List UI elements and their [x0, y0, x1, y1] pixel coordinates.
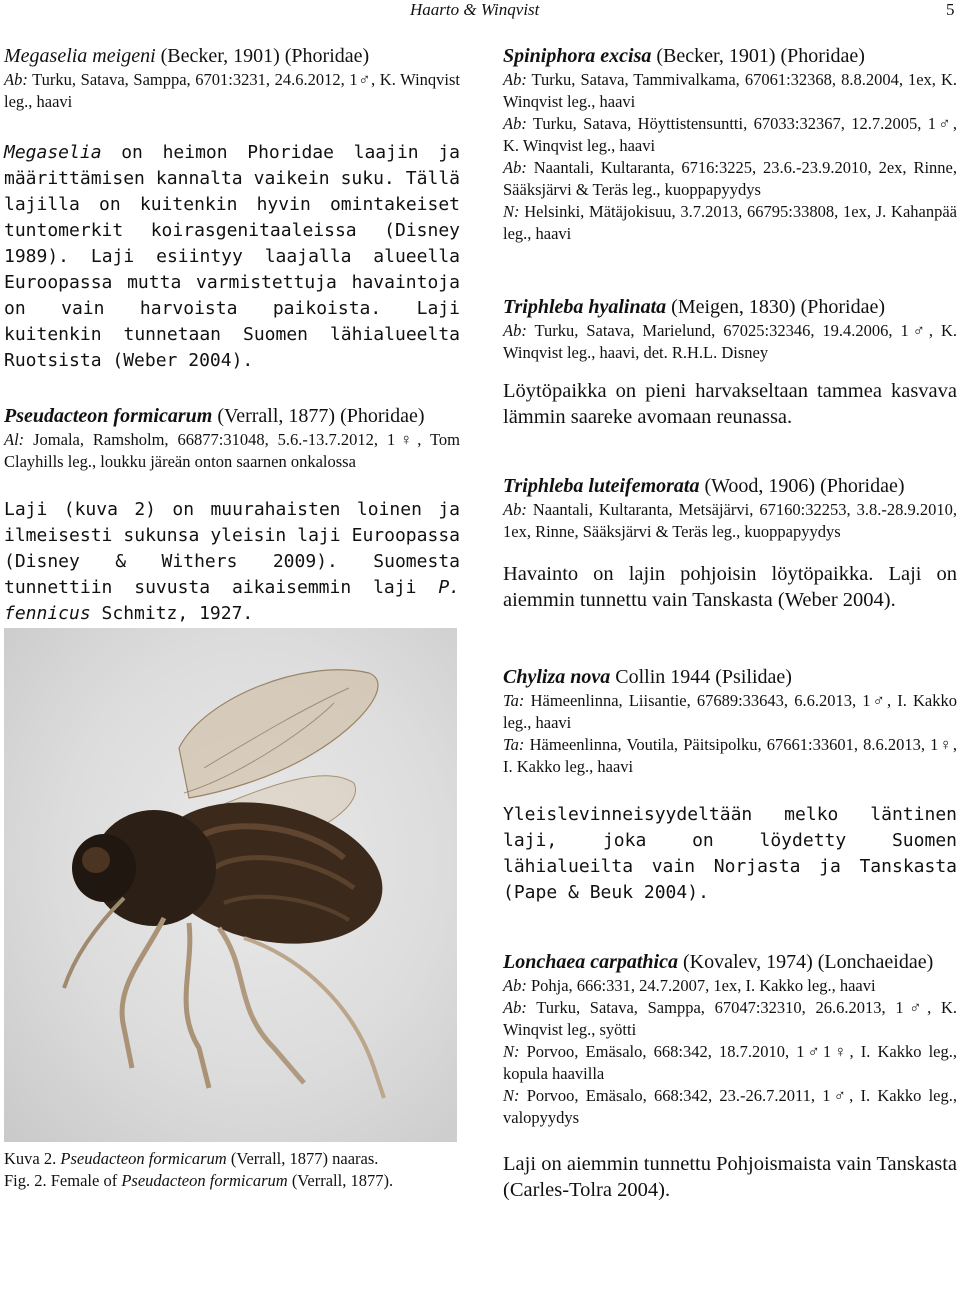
- species-description: Laji on aiemmin tunnettu Pohjoismaista vain Tanskasta (Carles-Tolra 2004).: [503, 1153, 957, 1201]
- species-entry-pseudacteon-formicarum: [4, 404, 460, 627]
- record-region: Ab:: [503, 500, 527, 519]
- species-name: Pseudacteon formicarum: [4, 405, 213, 427]
- species-entry-megaselia-meigeni: [4, 44, 460, 374]
- record-text: Turku, Satava, Tammivalkama, 67061:32368, 8.8.2004, 1ex, K. Winqvist leg., haavi: [503, 70, 957, 111]
- record-region: Ab:: [503, 158, 527, 177]
- species-italic: P. fennicus: [4, 577, 460, 624]
- species-heading: [503, 295, 957, 320]
- species-description: Löytöpaikka on pieni harvakseltaan tammea kasvava lämmin saareke avomaan reunassa.: [503, 380, 957, 428]
- species-entry-triphleba-luteifemorata: [503, 474, 957, 613]
- record-text: Porvoo, Emäsalo, 668:342, 18.7.2010, 1♂1♀, I. Kakko leg., kopula haavilla: [503, 1042, 957, 1083]
- record-region: N:: [503, 1042, 520, 1061]
- species-name: Megaselia meigeni: [4, 45, 156, 67]
- caption-label-en: Fig. 2. Female of: [4, 1171, 122, 1190]
- species-heading: [503, 950, 957, 975]
- species-entry-chyliza-nova: [503, 665, 957, 906]
- specimen-record: [503, 113, 957, 157]
- specimen-record: [4, 69, 460, 113]
- species-description: [4, 140, 460, 374]
- specimen-record: [4, 429, 460, 473]
- right-column: [503, 44, 957, 1203]
- specimen-record: [503, 499, 957, 543]
- species-name: Spiniphora excisa: [503, 45, 652, 67]
- species-author: (Becker, 1901) (Phoridae): [155, 45, 370, 67]
- species-heading: [503, 474, 957, 499]
- caption-finnish: [4, 1148, 460, 1170]
- species-author: (Meigen, 1830) (Phoridae): [666, 296, 885, 318]
- record-region: N:: [503, 1086, 520, 1105]
- record-text: Turku, Satava, Samppa, 6701:3231, 24.6.2012, 1♂, K. Winqvist leg., haavi: [4, 70, 460, 111]
- record-text: Pohja, 666:331, 24.7.2007, 1ex, I. Kakko leg., haavi: [526, 976, 876, 995]
- species-name: Triphleba hyalinata: [503, 296, 667, 318]
- species-author: (Kovalev, 1974) (Lonchaeidae): [678, 951, 934, 973]
- caption-english: [4, 1170, 460, 1192]
- page-number: 5: [946, 0, 955, 19]
- description-text: Laji (kuva 2) on muurahaisten loinen ja ilmeisesti sukunsa yleisin laji Euroopassa (Disney & Withers 2009). Suomesta tunnettiin suvusta aikaisemmin laji: [4, 499, 460, 598]
- genus-italic: Megaselia: [4, 142, 102, 163]
- specimen-record: [503, 157, 957, 201]
- record-region: Al:: [4, 430, 25, 449]
- specimen-record: [503, 997, 957, 1041]
- specimen-record: [503, 1085, 957, 1129]
- record-region: Ab:: [503, 70, 527, 89]
- running-head: Haarto & Winqvist: [410, 0, 540, 19]
- specimen-record: [503, 201, 957, 245]
- page-header: [0, 0, 960, 20]
- record-text: Hämeenlinna, Liisantie, 67689:33643, 6.6.2013, 1♂, I. Kakko leg., haavi: [503, 691, 957, 732]
- fly-illustration: [4, 628, 457, 1142]
- record-text: Turku, Satava, Marielund, 67025:32346, 19.4.2006, 1♂, K. Winqvist leg., haavi, det. R.H.L. Disney: [503, 321, 957, 362]
- species-description: Havainto on lajin pohjoisin löytöpaikka. Laji on aiemmin tunnettu vain Tanskasta (Weber 2004).: [503, 563, 957, 611]
- species-author: (Becker, 1901) (Phoridae): [651, 45, 865, 67]
- specimen-record: [503, 69, 957, 113]
- record-text: Turku, Satava, Samppa, 67047:32310, 26.6.2013, 1♂, K. Winqvist leg., syötti: [503, 998, 957, 1039]
- species-heading: [4, 44, 460, 69]
- species-entry-triphleba-hyalinata: [503, 295, 957, 430]
- species-name: Lonchaea carpathica: [503, 951, 678, 973]
- species-description: Yleislevinneisyydeltään melko läntinen laji, joka on löydetty Suomen lähialueilta vain Norjasta ja Tanskasta (Pape & Beuk 2004).: [503, 804, 957, 903]
- caption-species: Pseudacteon formicarum: [60, 1149, 227, 1168]
- species-heading: [503, 44, 957, 69]
- record-region: Ab:: [503, 321, 527, 340]
- species-heading: [503, 665, 957, 690]
- specimen-record: [503, 1041, 957, 1085]
- species-name: Chyliza nova: [503, 666, 611, 688]
- specimen-photo: [4, 628, 457, 1142]
- description-text: on heimon Phoridae laajin ja määrittämisen kannalta vaikein suku. Tällä lajilla on kuitenkin hyvin omintakeiset tuntomerkit koirasgenitaaleissa (Disney 1989). Laji esiintyy laajalla alueella Euroopassa mutta varmistettuja havaintoja on vain harvoista paikoista. Laji kuitenkin tunnetaan Suomen lähialueelta Ruotsista (Weber 2004).: [4, 142, 460, 371]
- record-text: Naantali, Kultaranta, 6716:3225, 23.6.-23.9.2010, 2ex, Rinne, Sääksjärvi & Teräs leg., kuoppapyydys: [503, 158, 957, 199]
- record-region: Ta:: [503, 735, 525, 754]
- record-region: N:: [503, 202, 520, 221]
- species-entry-lonchaea-carpathica: [503, 950, 957, 1203]
- record-text: Turku, Satava, Höyttistensuntti, 67033:32367, 12.7.2005, 1♂, K. Winqvist leg., haavi: [503, 114, 957, 155]
- species-author: Collin 1944 (Psilidae): [610, 666, 792, 688]
- species-entry-spiniphora-excisa: [503, 44, 957, 245]
- record-text: Porvoo, Emäsalo, 668:342, 23.-26.7.2011, 1♂, I. Kakko leg., valopyydys: [503, 1086, 957, 1127]
- species-heading: [4, 404, 460, 429]
- species-description: [4, 497, 460, 627]
- specimen-record: [503, 734, 957, 778]
- specimen-record: [503, 690, 957, 734]
- description-text-end: Schmitz, 1927.: [90, 603, 254, 624]
- caption-label: Kuva 2.: [4, 1149, 61, 1168]
- species-author: (Verrall, 1877) (Phoridae): [212, 405, 425, 427]
- record-region: Ab:: [503, 114, 527, 133]
- caption-text: (Verrall, 1877) naaras.: [226, 1149, 379, 1168]
- species-name: Triphleba luteifemorata: [503, 475, 700, 497]
- left-column: [4, 44, 460, 627]
- species-author: (Wood, 1906) (Phoridae): [699, 475, 905, 497]
- record-text: Hämeenlinna, Voutila, Päitsipolku, 67661:33601, 8.6.2013, 1♀, I. Kakko leg., haavi: [503, 735, 957, 776]
- record-text: Helsinki, Mätäjokisuu, 3.7.2013, 66795:33808, 1ex, J. Kahanpää leg., haavi: [503, 202, 957, 243]
- record-region: Ab:: [503, 976, 527, 995]
- record-region: Ab:: [503, 998, 527, 1017]
- caption-species-en: Pseudacteon formicarum: [121, 1171, 288, 1190]
- figure-caption: [4, 1148, 460, 1192]
- specimen-record: [503, 320, 957, 364]
- record-region: Ab:: [4, 70, 28, 89]
- record-text: Jomala, Ramsholm, 66877:31048, 5.6.-13.7.2012, 1♀, Tom Clayhills leg., loukku järeän onton saarnen onkalossa: [4, 430, 460, 471]
- caption-text-en: (Verrall, 1877).: [287, 1171, 394, 1190]
- record-text: Naantali, Kultaranta, Metsäjärvi, 67160:32253, 3.8.-28.9.2010, 1ex, Rinne, Sääksjärvi & Teräs leg., kuoppapyydys: [503, 500, 957, 541]
- specimen-record: [503, 975, 957, 997]
- record-region: Ta:: [503, 691, 525, 710]
